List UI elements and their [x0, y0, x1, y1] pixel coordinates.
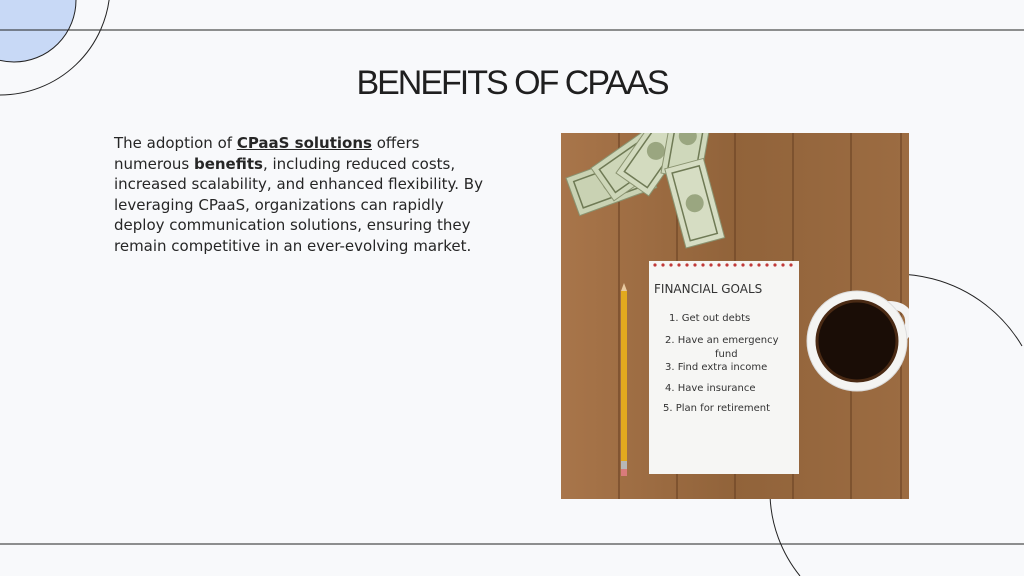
financial-goals-photo	[561, 133, 909, 499]
pencil	[621, 283, 627, 476]
cpaas-solutions-link[interactable]: CPaaS solutions	[236, 134, 372, 152]
accent-circle-filled	[0, 0, 76, 62]
goal-2-cont: fund	[715, 349, 738, 360]
goal-3: 3. Find extra income	[665, 362, 768, 373]
body-paragraph: The adoption of CPaaS solutions offers numerous benefits, including reduced costs, increased scalability, and enhanced flexibility. By leveraging CPaaS, organizations can rapidly deploy communication solutions, ensuring they remain competitive in an ever-evolving market.	[114, 134, 483, 255]
goal-5: 5. Plan for retirement	[663, 403, 771, 414]
notepad	[649, 261, 799, 474]
slide-title: BENEFITS OF CPAAS	[356, 64, 668, 102]
benefits-bold: benefits	[193, 154, 263, 173]
goal-4: 4. Have insurance	[665, 383, 756, 394]
goal-2: 2. Have an emergency	[665, 335, 779, 346]
note-heading: FINANCIAL GOALS	[654, 282, 763, 296]
goal-1: 1. Get out debts	[669, 313, 751, 324]
